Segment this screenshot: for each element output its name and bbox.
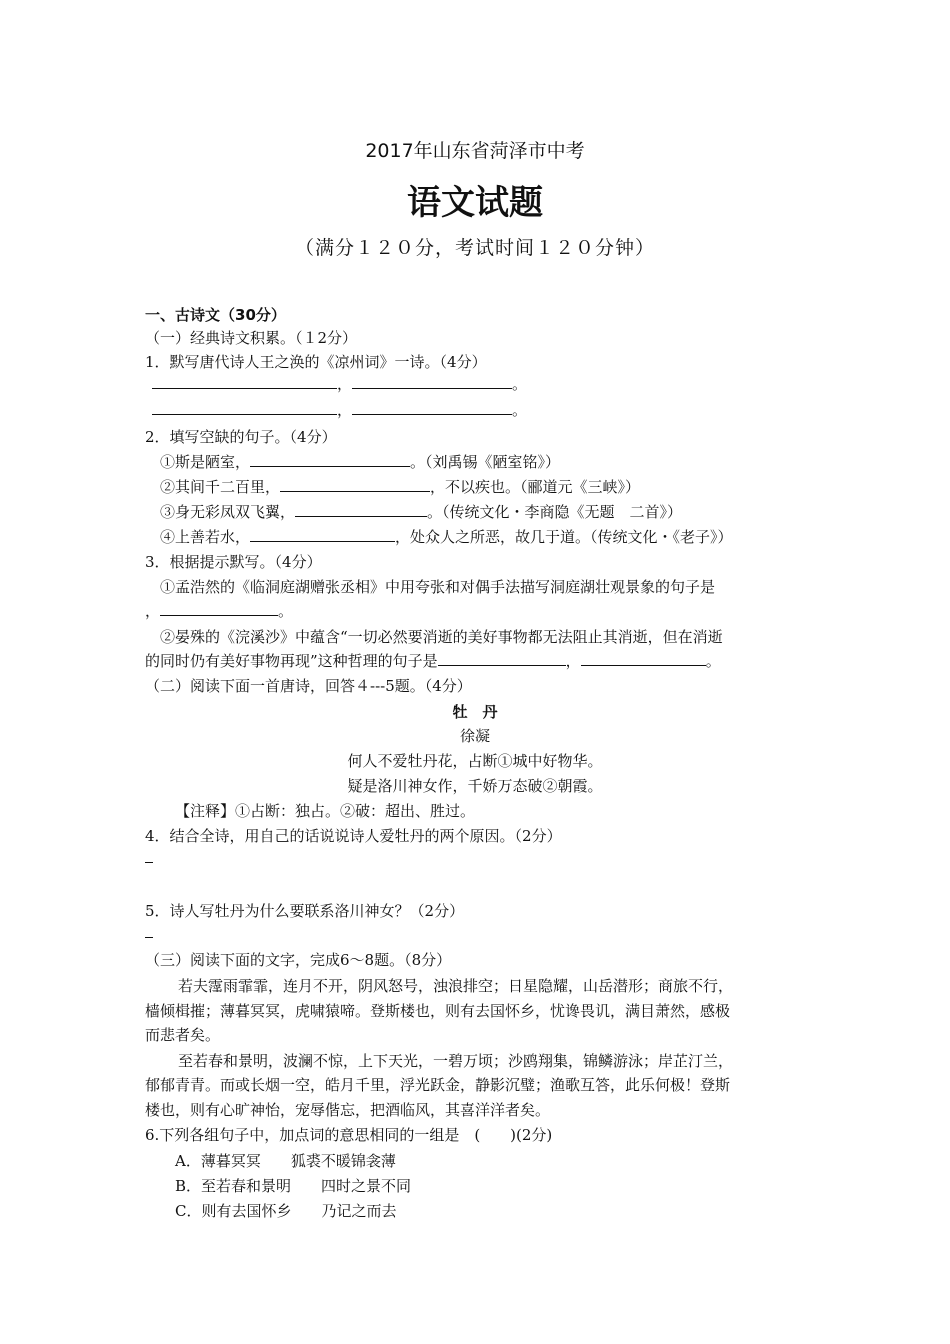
passage-line: 若夫霪雨霏霏，连月不开，阴风怒号，浊浪排空；日星隐耀，山岳潜形；商旅不行， xyxy=(178,977,734,995)
question-4: 4．结合全诗，用自己的话说说诗人爱牡丹的两个原因。（2分） xyxy=(145,827,562,845)
passage-line: 郁郁青青。而或长烟一空，皓月千里，浮光跃金，静影沉璧；渔歌互答，此乐何极！登斯 xyxy=(145,1076,731,1094)
q1-answer-line-2: ， 。 xyxy=(152,400,527,420)
option-a[interactable]: A．薄暮冥冥 狐裘不暖锦衾薄 xyxy=(175,1152,396,1170)
answer-blank[interactable] xyxy=(280,477,430,492)
exam-info: （满分１２０分，考试时间１２０分钟） xyxy=(294,237,655,259)
answer-blank[interactable] xyxy=(352,400,512,415)
answer-blank[interactable] xyxy=(145,937,153,938)
option-c[interactable]: C．则有去国怀乡 乃记之而去 xyxy=(175,1202,397,1220)
question-2: 2．填写空缺的句子。（4分） xyxy=(145,428,337,446)
part-heading: （三）阅读下面的文字，完成6～8题。（8分） xyxy=(145,951,452,969)
exam-subtitle: 2017年山东省菏泽市中考 xyxy=(365,140,585,162)
q2-item-4: ④上善若水， ，处众人之所恶，故几于道。（传统文化・《老子》） xyxy=(160,528,733,546)
answer-blank[interactable] xyxy=(295,502,427,517)
poem-line: 疑是洛川神女作，千娇万态破②朝霞。 xyxy=(347,777,603,795)
answer-blank[interactable] xyxy=(438,651,566,666)
passage-line: 楼也，则有心旷神怡，宠辱偕忘，把酒临风，其喜洋洋者矣。 xyxy=(145,1101,551,1119)
question-3: 3．根据提示默写。（4分） xyxy=(145,553,322,571)
page-title: 语文试题 xyxy=(407,183,543,223)
passage-line: 樯倾楫摧；薄暮冥冥，虎啸猿啼。登斯楼也，则有去国怀乡，忧谗畏讥，满目萧然，感极 xyxy=(145,1002,731,1020)
poem-note: 【注释】①占断：独占。②破：超出、胜过。 xyxy=(175,802,476,820)
answer-blank[interactable] xyxy=(145,862,153,863)
q3-item-2-answer: 的同时仍有美好事物再现”这种哲理的句子是 ， 。 xyxy=(145,652,721,670)
answer-blank[interactable] xyxy=(152,374,337,389)
passage-line: 至若春和景明，波澜不惊，上下天光，一碧万顷；沙鸥翔集，锦鳞游泳；岸芷汀兰， xyxy=(178,1052,734,1070)
part-heading: （二）阅读下面一首唐诗，回答４---5题。（4分） xyxy=(145,677,472,695)
question-5: 5．诗人写牡丹为什么要联系洛川神女？（2分） xyxy=(145,902,465,920)
question-6: 6.下列各组句子中，加点词的意思相同的一组是 ( )(2分) xyxy=(145,1126,553,1144)
q2-item-2: ②其间千二百里， ，不以疾也。（郦道元《三峡》） xyxy=(160,478,641,496)
q1-answer-line-1: ， 。 xyxy=(152,374,527,394)
part-heading: （一）经典诗文积累。（１2分） xyxy=(145,329,358,347)
answer-blank[interactable] xyxy=(250,452,410,467)
option-b[interactable]: B．至若春和景明 四时之景不同 xyxy=(175,1177,412,1195)
answer-blank[interactable] xyxy=(250,527,395,542)
q3-item-1-answer: ， 。 xyxy=(145,602,294,620)
answer-blank[interactable] xyxy=(160,601,278,616)
q2-item-3: ③身无彩凤双飞翼， 。（传统文化・李商隐《无题 二首》） xyxy=(160,503,683,521)
poem-line: 何人不爱牡丹花，占断①城中好物华。 xyxy=(347,752,603,770)
question-1: 1．默写唐代诗人王之涣的《凉州词》一诗。（4分） xyxy=(145,353,487,371)
q2-item-1: ①斯是陋室， 。（刘禹锡《陋室铭》） xyxy=(160,453,561,471)
section-title: 一、古诗文（30分） xyxy=(145,306,286,324)
answer-blank[interactable] xyxy=(352,374,512,389)
q3-item-2: ②晏殊的《浣溪沙》中蕴含“一切必然要消逝的美好事物都无法阻止其消逝，但在消逝 xyxy=(160,628,723,646)
q3-item-1: ①孟浩然的《临洞庭湖赠张丞相》中用夸张和对偶手法描写洞庭湖壮观景象的句子是 xyxy=(160,578,716,596)
poem-author: 徐凝 xyxy=(459,727,490,745)
answer-blank[interactable] xyxy=(152,400,337,415)
passage-line: 而悲者矣。 xyxy=(145,1026,221,1044)
poem-title: 牡 丹 xyxy=(452,703,498,721)
answer-blank[interactable] xyxy=(581,651,706,666)
